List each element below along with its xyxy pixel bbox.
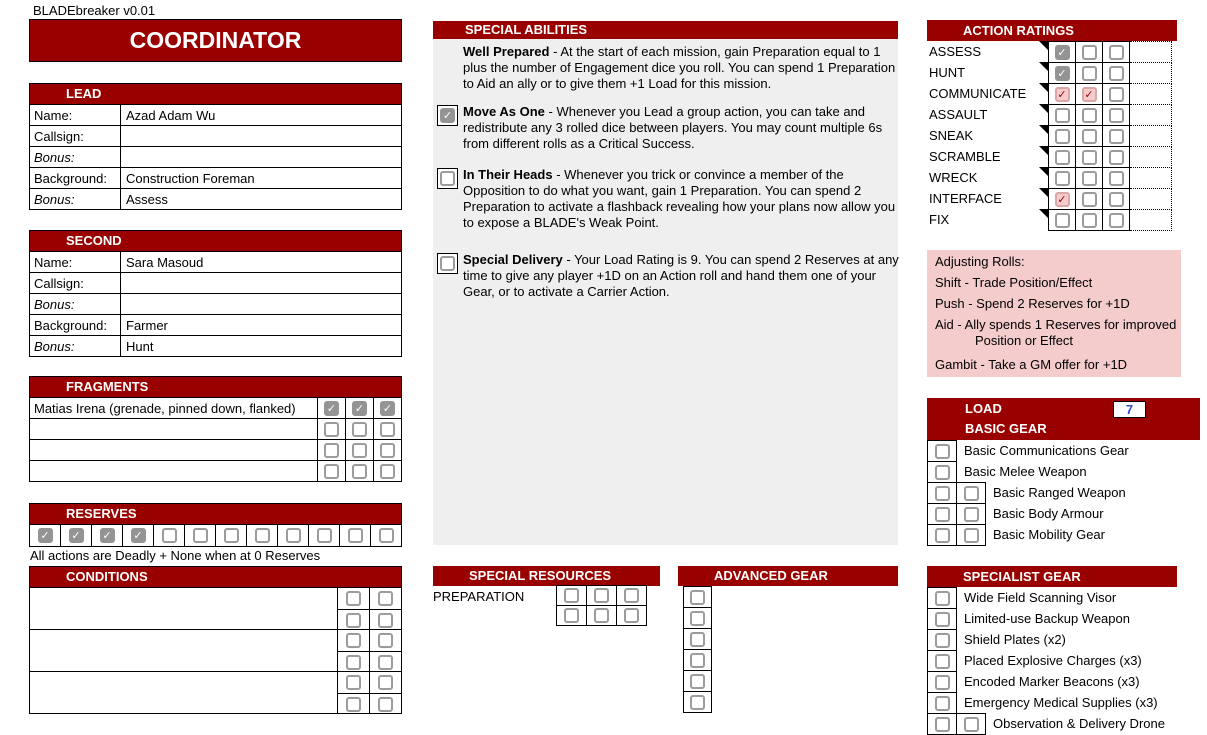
condition-row	[30, 629, 401, 671]
special-resources-header: SPECIAL RESOURCES	[433, 566, 660, 586]
second-callsign-field[interactable]	[121, 273, 401, 293]
gear-row	[927, 524, 1200, 546]
checkbox[interactable]	[624, 588, 639, 603]
mastery-track	[1130, 209, 1172, 231]
second-background-field[interactable]: Farmer	[126, 318, 168, 333]
fragment-row	[30, 460, 401, 481]
action-label: ASSESS	[929, 44, 982, 59]
checkbox[interactable]	[346, 675, 361, 690]
checkbox[interactable]	[1055, 150, 1070, 165]
mastery-track	[1130, 62, 1172, 84]
checkbox[interactable]	[690, 674, 705, 689]
gear-label: Shield Plates (x2)	[964, 632, 1066, 647]
checkbox[interactable]	[380, 443, 395, 458]
action-label: ASSAULT	[929, 107, 988, 122]
checkbox[interactable]	[1109, 213, 1124, 228]
gear-row	[927, 503, 1200, 525]
checkbox[interactable]	[624, 608, 639, 623]
checkbox[interactable]	[352, 464, 367, 479]
checkbox[interactable]	[935, 528, 950, 543]
checkbox[interactable]	[1082, 192, 1097, 207]
basic-gear-header: BASIC GEAR	[965, 421, 1047, 436]
checkbox[interactable]	[564, 608, 579, 623]
gear-label: Observation & Delivery Drone	[993, 716, 1165, 731]
checkbox[interactable]	[1055, 66, 1070, 81]
gear-row	[927, 608, 1200, 630]
action-label: FIX	[929, 212, 950, 227]
action-label: WRECK	[929, 170, 978, 185]
ability-name: Well Prepared	[463, 44, 550, 59]
checkbox[interactable]	[1109, 108, 1124, 123]
checkbox[interactable]	[935, 717, 950, 732]
checkbox[interactable]	[1109, 129, 1124, 144]
table-row	[30, 293, 401, 314]
checkbox[interactable]	[1082, 150, 1097, 165]
preparation-label: PREPARATION	[433, 589, 525, 604]
table-row	[30, 314, 401, 335]
conditions-header: CONDITIONS	[30, 567, 401, 587]
condition-text-field[interactable]	[30, 630, 337, 671]
checkbox[interactable]	[1082, 171, 1097, 186]
field-label: Background:	[30, 168, 121, 188]
gear-label: Wide Field Scanning Visor	[964, 590, 1117, 605]
advanced-gear-header: ADVANCED GEAR	[678, 566, 898, 586]
gear-label: Basic Mobility Gear	[993, 527, 1105, 542]
ability-text: At the start of each mission, gain Preparation equal to 1 plus the number of Engagement dice you roll. You can spend 1 Preparation to Aid an ally or to give them +1 Load for this mission.	[463, 44, 896, 91]
gear-label: Emergency Medical Supplies (x3)	[964, 695, 1158, 710]
action-label: INTERFACE	[929, 191, 1002, 206]
mastery-track	[1130, 146, 1172, 168]
ability-name: Move As One	[463, 104, 545, 119]
checkbox[interactable]	[935, 696, 950, 711]
gear-label: Limited-use Backup Weapon	[964, 611, 1130, 626]
field-label: Callsign:	[30, 273, 121, 293]
condition-row	[30, 671, 401, 713]
checkbox[interactable]	[690, 695, 705, 710]
checkbox[interactable]	[1109, 192, 1124, 207]
checkbox[interactable]	[1082, 45, 1097, 60]
mastery-track	[1130, 188, 1172, 210]
checkbox[interactable]	[1082, 129, 1097, 144]
checkbox[interactable]	[1055, 108, 1070, 123]
gear-label: Basic Ranged Weapon	[993, 485, 1126, 500]
load-header: LOAD	[965, 401, 1002, 416]
checkbox[interactable]	[380, 422, 395, 437]
checkbox[interactable]	[324, 464, 339, 479]
special-abilities-header: SPECIAL ABILITIES	[433, 21, 898, 39]
table-row	[30, 335, 401, 356]
gear-row	[927, 440, 1200, 462]
field-label: Bonus:	[30, 336, 121, 356]
gear-row	[927, 587, 1200, 609]
checkbox[interactable]	[346, 697, 361, 712]
gear-label: Placed Explosive Charges (x3)	[964, 653, 1142, 668]
checkbox[interactable]	[379, 528, 394, 543]
checkbox[interactable]	[935, 591, 950, 606]
rule-line: Shift - Trade Position/Effect	[935, 275, 1093, 290]
checkbox[interactable]	[1109, 171, 1124, 186]
checkbox[interactable]	[440, 256, 455, 271]
field-label: Name:	[30, 252, 121, 272]
gear-row	[927, 671, 1200, 693]
reserves-table	[29, 503, 402, 547]
checkbox[interactable]	[594, 608, 609, 623]
checkbox[interactable]	[1109, 87, 1124, 102]
checkbox[interactable]	[317, 528, 332, 543]
field-label: Bonus:	[30, 147, 121, 167]
app-title: BLADEbreaker v0.01	[33, 3, 156, 18]
checkbox[interactable]	[964, 528, 979, 543]
checkbox[interactable]	[1055, 192, 1070, 207]
reserves-header: RESERVES	[30, 504, 401, 524]
checkbox[interactable]	[162, 528, 177, 543]
checkbox[interactable]	[935, 507, 950, 522]
checkbox[interactable]	[1082, 66, 1097, 81]
gear-row	[927, 713, 1200, 735]
checkbox[interactable]	[131, 528, 146, 543]
action-label: SCRAMBLE	[929, 149, 1001, 164]
checkbox[interactable]	[690, 653, 705, 668]
second-table	[29, 230, 402, 357]
load-panel	[927, 398, 1200, 440]
fragment-row	[30, 418, 401, 439]
ability-move-as-one: Move As One - Whenever you Lead a group action, you can take and redistribute any 3 rolled dice between players. You may count multiple 6s from different rolls as a Critical Success.	[463, 104, 883, 151]
checkbox[interactable]	[346, 613, 361, 628]
ability-text: Your Load Rating is 9. You can spend 2 Reserves at any time to give any player +1D on an Action roll and hand them one of your Gear, or to activate a Carrier Action.	[463, 252, 899, 299]
checkbox[interactable]	[1109, 45, 1124, 60]
checkbox[interactable]	[352, 443, 367, 458]
checkbox[interactable]	[690, 611, 705, 626]
checkbox[interactable]	[935, 612, 950, 627]
checkbox[interactable]	[378, 613, 393, 628]
lead-table	[29, 83, 402, 210]
checkbox[interactable]	[193, 528, 208, 543]
checkbox[interactable]	[324, 401, 339, 416]
checkbox[interactable]	[255, 528, 270, 543]
lead-background-field[interactable]: Construction Foreman	[126, 171, 255, 186]
field-label: Bonus:	[30, 189, 121, 209]
field-label: Background:	[30, 315, 121, 335]
checkbox[interactable]	[935, 654, 950, 669]
action-ratings-header: ACTION RATINGS	[927, 20, 1177, 41]
checkbox[interactable]	[1082, 213, 1097, 228]
lead-background-bonus-field[interactable]: Assess	[126, 192, 168, 207]
fragment-row	[30, 397, 401, 418]
mastery-track	[1130, 41, 1172, 63]
reserves-track	[30, 524, 401, 546]
rule-line: Aid - Ally spends 1 Reserves for improved	[935, 317, 1177, 332]
lead-header: LEAD	[30, 84, 401, 104]
field-label: Name:	[30, 105, 121, 125]
second-background-bonus-field[interactable]: Hunt	[126, 339, 154, 354]
fragments-header: FRAGMENTS	[30, 377, 401, 397]
mastery-track	[1130, 167, 1172, 189]
checkbox[interactable]	[1055, 87, 1070, 102]
checkbox[interactable]	[286, 528, 301, 543]
action-label: COMMUNICATE	[929, 86, 1027, 101]
rule-line: Push - Spend 2 Reserves for +1D	[935, 296, 1130, 311]
checkbox[interactable]	[1109, 150, 1124, 165]
checkbox[interactable]	[594, 588, 609, 603]
action-label: HUNT	[929, 65, 966, 80]
checkbox[interactable]	[324, 443, 339, 458]
gear-row	[927, 461, 1200, 483]
checkbox[interactable]	[1055, 213, 1070, 228]
gear-label: Basic Communications Gear	[964, 443, 1129, 458]
checkbox[interactable]	[440, 108, 455, 123]
table-row	[30, 251, 401, 272]
ability-in-their-heads: In Their Heads - Whenever you trick or convince a member of the Opposition to do what you want, gain 1 Preparation. You can spend 2 Preparation to activate a flashback revealing how your plans now allow you to expose a BLADE's Weak Point.	[463, 167, 896, 230]
condition-row	[30, 587, 401, 629]
checkbox[interactable]	[1055, 129, 1070, 144]
gear-row	[927, 692, 1200, 714]
checkbox[interactable]	[964, 717, 979, 732]
reserves-note: All actions are Deadly + None when at 0 Reserves	[30, 548, 321, 563]
gear-row	[927, 482, 1200, 504]
rule-line: Position or Effect	[975, 333, 1074, 348]
fragment-text-field[interactable]	[30, 440, 317, 460]
table-row	[30, 188, 401, 209]
checkbox[interactable]	[38, 528, 53, 543]
table-row	[30, 125, 401, 146]
checkbox[interactable]	[378, 655, 393, 670]
second-header: SECOND	[30, 231, 401, 251]
field-label: Callsign:	[30, 126, 121, 146]
action-label: SNEAK	[929, 128, 974, 143]
gear-label: Encoded Marker Beacons (x3)	[964, 674, 1140, 689]
checkbox[interactable]	[346, 591, 361, 606]
checkbox[interactable]	[1055, 171, 1070, 186]
checkbox[interactable]	[964, 507, 979, 522]
gear-row	[927, 650, 1200, 672]
specialist-gear-header: SPECIALIST GEAR	[927, 566, 1177, 587]
checkbox[interactable]	[224, 528, 239, 543]
gear-label: Basic Body Armour	[993, 506, 1104, 521]
checkbox[interactable]	[1082, 87, 1097, 102]
checkbox[interactable]	[690, 632, 705, 647]
checkbox[interactable]	[378, 633, 393, 648]
rule-line: Gambit - Take a GM offer for +1D	[935, 357, 1128, 372]
fragment-text-field[interactable]	[30, 461, 317, 481]
lead-bonus-field[interactable]	[121, 147, 401, 167]
ability-name: In Their Heads	[463, 167, 553, 182]
checkbox[interactable]	[690, 590, 705, 605]
fragment-text-field[interactable]	[30, 419, 317, 439]
fragment-text-field[interactable]: Matias Irena (grenade, pinned down, flanked)	[34, 401, 296, 416]
role-header: COORDINATOR	[29, 19, 402, 62]
load-value[interactable]: 7	[1113, 401, 1146, 418]
mastery-track	[1130, 125, 1172, 147]
checkbox[interactable]	[564, 588, 579, 603]
checkbox[interactable]	[69, 528, 84, 543]
condition-text-field[interactable]	[30, 588, 337, 629]
gear-label: Basic Melee Weapon	[964, 464, 1087, 479]
ability-well-prepared: Well Prepared - At the start of each mission, gain Preparation equal to 1 plus the number of Engagement dice you roll. You can spend 1 Preparation to Aid an ally or to give them +1 Load for this mission.	[463, 44, 896, 91]
checkbox[interactable]	[1109, 66, 1124, 81]
checkbox[interactable]	[352, 401, 367, 416]
conditions-table	[29, 566, 402, 714]
checkbox[interactable]	[378, 675, 393, 690]
ability-text: Whenever you Lead a group action, you can take and redistribute any 3 rolled dice between players. You may count multiple 6s from different rolls as a Critical Success.	[463, 104, 883, 151]
checkbox[interactable]	[100, 528, 115, 543]
table-row	[30, 272, 401, 293]
checkbox[interactable]	[935, 633, 950, 648]
ability-text: Whenever you trick or convince a member of the Opposition to do what you want, gain 1 Preparation. You can spend 2 Preparation to activate a flashback revealing how your plans now allow you to expose a BLADE's Weak Point.	[463, 167, 896, 230]
checkbox[interactable]	[935, 444, 950, 459]
lead-name-field[interactable]: Azad Adam Wu	[126, 108, 216, 123]
table-row	[30, 104, 401, 125]
ability-name: Special Delivery	[463, 252, 563, 267]
mastery-track	[1130, 104, 1172, 126]
ability-special-delivery: Special Delivery - Your Load Rating is 9. You can spend 2 Reserves at any time to give any player +1D on an Action roll and hand them one of your Gear, or to activate a Carrier Action.	[463, 252, 899, 299]
checkbox[interactable]	[380, 401, 395, 416]
checkbox[interactable]	[935, 465, 950, 480]
checkbox[interactable]	[348, 528, 363, 543]
checkbox[interactable]	[380, 464, 395, 479]
second-bonus-field[interactable]	[121, 294, 401, 314]
checkbox[interactable]	[1082, 108, 1097, 123]
checkbox[interactable]	[324, 422, 339, 437]
checkbox[interactable]	[935, 486, 950, 501]
second-name-field[interactable]: Sara Masoud	[126, 255, 204, 270]
adjusting-rolls-title: Adjusting Rolls:	[935, 254, 1025, 269]
checkbox[interactable]	[346, 655, 361, 670]
field-label: Bonus:	[30, 294, 121, 314]
condition-text-field[interactable]	[30, 672, 337, 713]
fragment-row	[30, 439, 401, 460]
fragments-table	[29, 376, 402, 482]
gear-row	[927, 629, 1200, 651]
lead-callsign-field[interactable]	[121, 126, 401, 146]
adjusting-rolls-panel	[927, 250, 1181, 377]
mastery-track	[1130, 83, 1172, 105]
table-row	[30, 146, 401, 167]
checkbox[interactable]	[352, 422, 367, 437]
table-row	[30, 167, 401, 188]
checkbox[interactable]	[378, 591, 393, 606]
checkbox[interactable]	[935, 675, 950, 690]
checkbox[interactable]	[964, 486, 979, 501]
checkbox[interactable]	[378, 697, 393, 712]
checkbox[interactable]	[1055, 45, 1070, 60]
checkbox[interactable]	[440, 171, 455, 186]
checkbox[interactable]	[346, 633, 361, 648]
